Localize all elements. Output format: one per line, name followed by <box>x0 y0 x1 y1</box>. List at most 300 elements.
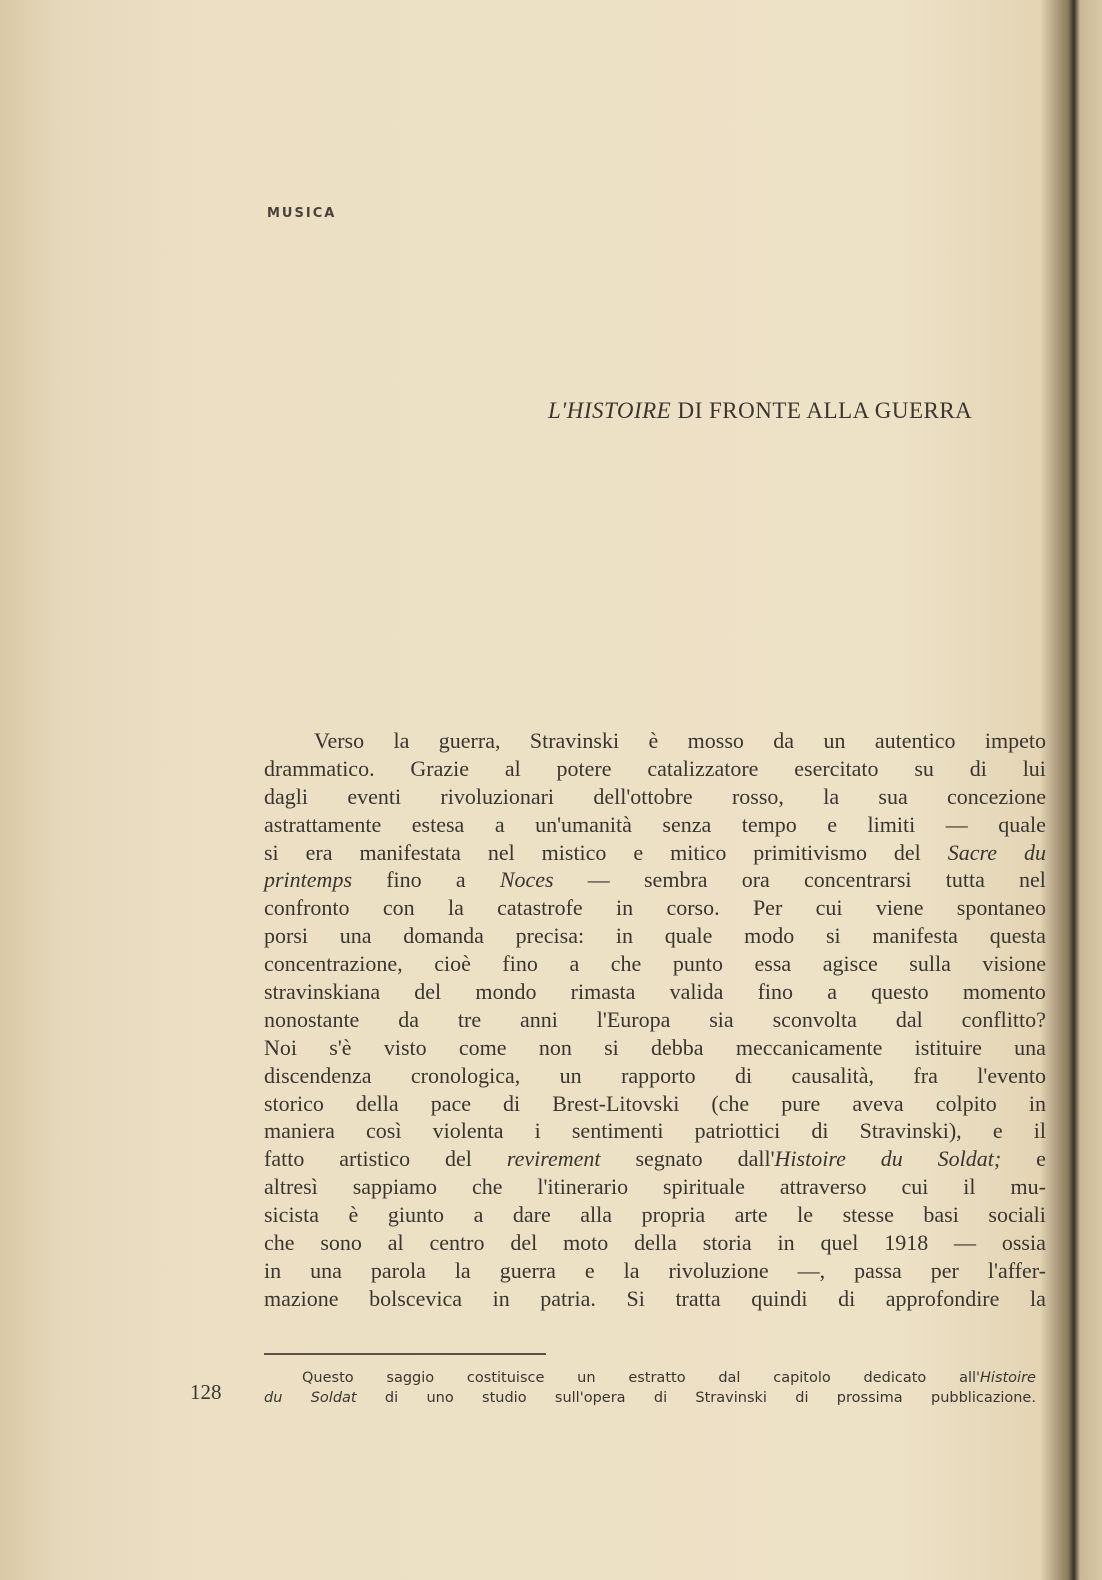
word-part: cioè <box>434 951 471 977</box>
word <box>670 978 724 1006</box>
word-part: Stravinski <box>695 1390 767 1406</box>
word-part: mitico <box>670 839 727 865</box>
word <box>356 1090 399 1118</box>
word-part: esercitato <box>794 755 879 781</box>
word-part: rivoluzione <box>668 1257 769 1283</box>
word <box>811 1117 828 1145</box>
word <box>878 783 907 811</box>
word <box>474 1201 484 1229</box>
word-part: autentico <box>874 728 956 753</box>
word <box>264 1062 372 1090</box>
word-part: di <box>653 1390 668 1406</box>
word-part: concezione <box>947 783 1046 809</box>
text-line <box>264 839 1046 867</box>
word <box>530 727 619 755</box>
word <box>264 755 375 783</box>
word-part: istituire <box>914 1034 982 1060</box>
word <box>320 1229 362 1257</box>
word-part: stesse <box>842 1202 894 1228</box>
word-part: Questo <box>302 1370 354 1386</box>
word-part: Noces <box>499 867 554 893</box>
word <box>662 811 711 839</box>
word-part: la <box>454 1257 471 1283</box>
word-part: di <box>384 1390 399 1406</box>
word-part: studio <box>482 1390 527 1406</box>
word <box>359 839 460 867</box>
word <box>642 1201 706 1229</box>
word <box>886 1285 1000 1313</box>
word-part: dall' <box>737 1146 775 1172</box>
word <box>923 1201 958 1229</box>
word-part: storia <box>702 1230 752 1256</box>
word-part: costituisce <box>466 1370 545 1386</box>
word <box>852 1090 903 1118</box>
word-part: di <box>969 755 987 781</box>
word-part: che <box>471 1174 503 1200</box>
word <box>854 1257 902 1285</box>
text-line <box>264 866 1046 894</box>
word <box>823 727 845 755</box>
word-part: visto <box>383 1034 427 1060</box>
word-part: senza <box>662 811 712 837</box>
word <box>434 950 471 978</box>
word <box>648 727 658 755</box>
word <box>628 1368 685 1388</box>
word <box>264 1388 282 1408</box>
word-part: printemps <box>264 867 352 893</box>
word-part: da <box>398 1006 419 1032</box>
word-part: a <box>569 951 580 977</box>
word-part: e <box>633 839 644 865</box>
word <box>1002 1229 1046 1257</box>
word-part: al <box>504 755 521 781</box>
word <box>666 894 719 922</box>
word <box>938 1145 1002 1173</box>
word-part: segnato <box>635 1146 703 1172</box>
word <box>264 811 381 839</box>
word <box>264 1173 318 1201</box>
word-part: sull'opera <box>554 1390 626 1406</box>
word-part: quel <box>820 1230 859 1256</box>
word-part: limiti <box>867 811 916 837</box>
article-body <box>264 727 1046 1313</box>
word <box>827 811 837 839</box>
word-part: manifestata <box>359 839 461 865</box>
word <box>386 866 421 894</box>
word <box>758 978 793 1006</box>
word-part: sia <box>709 1006 734 1032</box>
word-part: del <box>510 1230 538 1256</box>
word-part: alla <box>580 1202 613 1228</box>
word <box>875 727 956 755</box>
word-part: conflitto? <box>961 1006 1046 1032</box>
section-header: MUSICA <box>267 206 337 221</box>
word-part: artistico <box>339 1146 411 1172</box>
text-line <box>264 1285 1046 1313</box>
word-part: du <box>880 1146 903 1172</box>
word <box>539 1034 572 1062</box>
word <box>264 1257 281 1285</box>
word-part: una <box>339 923 372 949</box>
text-line <box>264 811 1046 839</box>
word <box>264 978 380 1006</box>
word <box>970 755 987 783</box>
word-part: anni <box>519 1006 558 1032</box>
word <box>736 1034 883 1062</box>
word <box>823 950 878 978</box>
word-part: di <box>838 1285 856 1311</box>
word-part: fino <box>502 951 538 977</box>
word <box>497 894 583 922</box>
word <box>962 1006 1046 1034</box>
word-part: drammatico. <box>264 755 375 781</box>
word <box>353 1173 437 1201</box>
word-part: punto <box>672 951 723 977</box>
word-part: s'è <box>329 1034 352 1060</box>
word <box>624 1257 640 1285</box>
word <box>593 783 692 811</box>
word <box>1030 1285 1046 1313</box>
word <box>264 783 308 811</box>
word <box>864 1368 927 1388</box>
text-line <box>264 755 1046 783</box>
word-part: astrattamente <box>264 811 382 837</box>
word-part: ora <box>741 867 770 893</box>
word <box>264 866 352 894</box>
word-part: spirituale <box>663 1174 745 1200</box>
word <box>654 1388 667 1408</box>
word-part: dagli <box>264 783 308 809</box>
word-part: concentrazione, <box>264 951 403 977</box>
word-part: passa <box>854 1257 902 1283</box>
word-part: rimasta <box>570 979 636 1005</box>
word <box>264 839 279 867</box>
word-part: confronto <box>264 895 350 921</box>
word <box>695 1117 781 1145</box>
word <box>264 1229 295 1257</box>
word <box>311 1388 357 1408</box>
word <box>957 894 1046 922</box>
text-line <box>264 978 1046 1006</box>
word <box>820 1229 858 1257</box>
word <box>383 894 415 922</box>
word-part: 1918 <box>884 1230 929 1256</box>
word <box>753 839 867 867</box>
word-part: fino <box>757 979 794 1005</box>
word <box>1014 1034 1046 1062</box>
word <box>264 1145 304 1173</box>
word-part: tre <box>457 1006 482 1032</box>
word-part: sconvolta <box>772 1006 857 1032</box>
word <box>306 839 333 867</box>
word-part: in <box>1028 1090 1046 1116</box>
word-part: i <box>534 1118 541 1144</box>
word <box>493 1285 510 1313</box>
word-part: del <box>893 839 921 865</box>
word <box>482 1388 527 1408</box>
word <box>366 1117 401 1145</box>
word-part: tempo <box>741 811 797 837</box>
word <box>711 1090 749 1118</box>
word-part: la <box>623 1257 640 1283</box>
word <box>915 1034 982 1062</box>
word-part: nel <box>487 839 515 865</box>
word <box>455 1257 471 1285</box>
text-line <box>264 1145 1046 1173</box>
word-part: dare <box>512 1202 551 1228</box>
article-title-italic: L'HISTOIRE <box>548 398 672 423</box>
word-part: ossia <box>1001 1230 1046 1256</box>
word-part: sociali <box>988 1202 1046 1228</box>
word-part: giunto <box>387 1202 445 1228</box>
word-part: la <box>447 895 464 921</box>
word <box>371 1257 426 1285</box>
word <box>412 811 465 839</box>
word <box>1029 1090 1046 1118</box>
word-part: maniera <box>264 1118 335 1144</box>
word-part: in <box>615 923 633 949</box>
word <box>735 1201 768 1229</box>
word <box>946 866 985 894</box>
word <box>495 811 505 839</box>
word <box>410 755 469 783</box>
word <box>264 1117 335 1145</box>
word <box>340 922 372 950</box>
word <box>773 1368 831 1388</box>
word <box>560 1062 582 1090</box>
footnote <box>264 1368 1036 1408</box>
word-part: Stravinski), <box>859 1118 962 1144</box>
word <box>670 839 726 867</box>
word-part: la <box>1030 1285 1046 1311</box>
word <box>663 1173 745 1201</box>
text-line <box>264 1090 1046 1118</box>
word <box>823 783 839 811</box>
word-part: quindi <box>751 1285 808 1311</box>
word <box>520 1006 558 1034</box>
word-part: si <box>825 923 841 949</box>
word-part: di <box>503 1090 521 1116</box>
word-part: dal <box>895 1006 923 1032</box>
word <box>871 978 928 1006</box>
word <box>535 811 632 839</box>
word-part: nel <box>1019 867 1046 893</box>
word <box>507 1145 601 1173</box>
word <box>1019 866 1046 894</box>
word <box>540 1285 596 1313</box>
word <box>398 1006 419 1034</box>
word-part: attraverso <box>779 1174 867 1200</box>
word-part: l'affer- <box>987 1257 1046 1283</box>
word <box>838 1285 855 1313</box>
word-part: non <box>538 1034 572 1060</box>
text-line <box>264 727 1046 755</box>
word-part: uno <box>426 1390 454 1406</box>
word-part: la <box>823 783 840 809</box>
word-part: — <box>587 867 610 893</box>
word <box>563 1229 608 1257</box>
word <box>985 727 1046 755</box>
word-part: l'evento <box>977 1062 1046 1088</box>
word <box>440 783 554 811</box>
word-part: manifesta <box>872 923 958 949</box>
word <box>386 1368 434 1388</box>
word <box>797 1201 813 1229</box>
word-part: impeto <box>984 728 1046 753</box>
word <box>611 950 642 978</box>
word <box>954 1229 976 1257</box>
word-part: di <box>735 1062 753 1088</box>
word <box>329 1034 351 1062</box>
word <box>947 783 1046 811</box>
word-part: tutta <box>945 867 985 893</box>
word <box>804 866 912 894</box>
word-part: dell'ottobre <box>593 783 693 809</box>
word-part: porsi <box>264 923 308 949</box>
text-line <box>264 1368 1036 1388</box>
word-part: sembra <box>644 867 708 893</box>
footnote-divider <box>264 1353 546 1355</box>
word-part: sicista <box>264 1202 319 1228</box>
word <box>792 1062 874 1090</box>
word-part: viene <box>875 895 924 921</box>
word-part: nonostante <box>264 1006 360 1032</box>
word-part: su <box>914 755 934 781</box>
word <box>597 1006 671 1034</box>
word-part: capitolo <box>773 1370 831 1386</box>
word <box>557 755 612 783</box>
word-part: il <box>963 1174 976 1200</box>
word-part: colpito <box>935 1090 997 1116</box>
word <box>264 1285 339 1313</box>
word <box>439 727 501 755</box>
word <box>753 894 782 922</box>
word <box>411 1062 520 1090</box>
word-part: Verso <box>314 728 365 753</box>
word-part: al <box>387 1230 404 1256</box>
word <box>555 1388 626 1408</box>
word <box>505 755 521 783</box>
word-part: rosso, <box>731 783 784 809</box>
word <box>959 1368 1036 1388</box>
word <box>751 1285 807 1313</box>
word <box>909 950 951 978</box>
article-title-rest: DI FRONTE ALLA GUERRA <box>671 398 973 423</box>
word-part: fra <box>913 1062 938 1088</box>
word <box>963 978 1046 1006</box>
word-part: si <box>604 1034 619 1060</box>
word <box>635 1145 702 1173</box>
word-part: fatto <box>264 1146 305 1172</box>
word <box>569 950 579 978</box>
word <box>675 1285 720 1313</box>
word-part: corso. <box>666 895 720 921</box>
word-part: parola <box>370 1257 426 1283</box>
word <box>755 950 792 978</box>
word <box>914 755 934 783</box>
word <box>816 894 843 922</box>
word-part: e <box>584 1257 595 1283</box>
word-part: dedicato <box>863 1370 927 1386</box>
word <box>931 1388 1036 1408</box>
word <box>827 978 837 1006</box>
word <box>264 1201 319 1229</box>
word-part: estratto <box>628 1370 686 1386</box>
word-part: causalità, <box>791 1062 875 1088</box>
word <box>503 1090 520 1118</box>
word <box>349 1201 359 1229</box>
word <box>448 894 464 922</box>
word <box>668 1257 768 1285</box>
word-part: a <box>494 811 505 837</box>
word-part: mosso <box>687 728 744 753</box>
word <box>426 1388 453 1408</box>
word <box>384 1034 427 1062</box>
word-part: pure <box>781 1090 821 1116</box>
word-part: si <box>264 839 279 865</box>
word <box>884 1229 928 1257</box>
word-part: mu- <box>1010 1174 1046 1200</box>
word <box>744 922 794 950</box>
word-part: che <box>264 1230 295 1256</box>
word <box>780 1173 867 1201</box>
word-part: aveva <box>852 1090 904 1116</box>
word-part: che <box>610 951 642 977</box>
word-part: quale <box>998 811 1046 837</box>
word-part: un <box>577 1370 596 1386</box>
word-part: valida <box>669 979 724 1005</box>
text-line <box>264 1062 1046 1090</box>
word <box>977 1062 1046 1090</box>
word <box>542 839 607 867</box>
word-part: Brest-Litovski <box>552 1090 680 1116</box>
word <box>430 1229 485 1257</box>
word-part: in <box>777 1230 795 1256</box>
word <box>388 1229 404 1257</box>
word <box>798 1257 826 1285</box>
word-part: bolscevica <box>369 1285 462 1311</box>
word <box>718 1368 740 1388</box>
word-part: potere <box>556 755 612 781</box>
word <box>1024 839 1046 867</box>
word-part: Per <box>752 895 783 921</box>
word-part: saggio <box>386 1370 435 1386</box>
word <box>456 866 466 894</box>
word-part: meccanicamente <box>735 1034 883 1060</box>
word-part: debba <box>651 1034 704 1060</box>
word-part: agisce <box>822 951 878 977</box>
word <box>264 922 308 950</box>
text-line <box>264 1257 1046 1285</box>
word-part: e <box>827 811 838 837</box>
word <box>901 1173 928 1201</box>
word-part: in <box>264 1257 282 1283</box>
word <box>369 1285 462 1313</box>
text-line <box>264 1201 1046 1229</box>
text-line <box>264 1229 1046 1257</box>
word-part: catalizzatore <box>647 755 759 781</box>
word-part: arte <box>734 1202 768 1228</box>
word-part: centro <box>429 1230 485 1256</box>
word-part: visione <box>982 951 1046 977</box>
word <box>472 1173 503 1201</box>
word <box>535 1117 541 1145</box>
word-part: è <box>648 728 659 753</box>
word-part: e <box>992 1118 1003 1144</box>
word <box>264 1006 359 1034</box>
word <box>310 1257 342 1285</box>
word-part: violenta <box>432 1118 504 1144</box>
